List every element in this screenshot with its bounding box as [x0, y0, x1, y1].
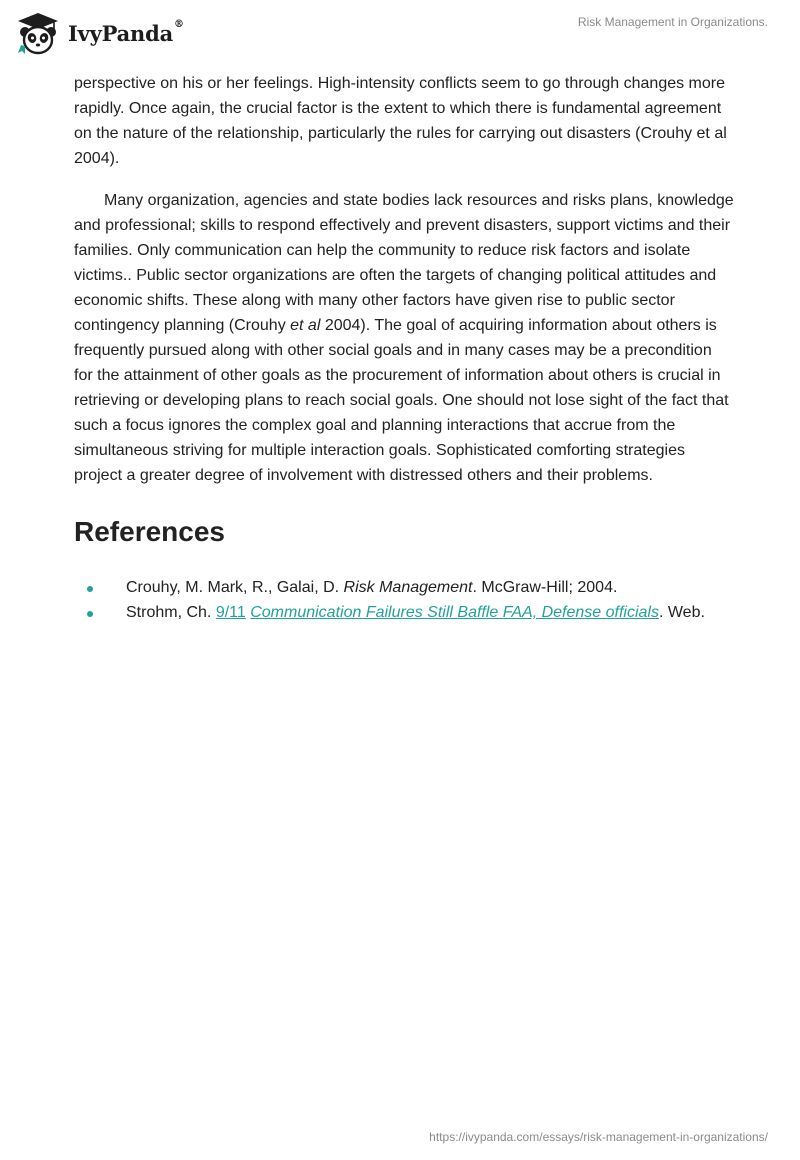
brand-name: IvyPanda®	[68, 18, 184, 46]
emphasis-et-al: et al	[290, 317, 321, 334]
reference-item: Crouhy, M. Mark, R., Galai, D. Risk Management. McGraw-Hill; 2004.	[74, 575, 734, 600]
references-list	[74, 575, 734, 625]
reference-link-911[interactable]: 9/11	[215, 604, 246, 621]
paragraph-public-sector: Many organization, agencies and state bodies lack resources and risks plans, knowledge and professional; skills to respond effectively and prevent disasters, support victims and their families. Only communication can help the community to reduce risk factors and isolate victims.. Public sector organizations are often the targets of changing political attitudes and economic shifts. These along with many other factors have given rise to public sector contingency planning (Crouhy et al 2004). The goal of acquiring information about others is frequently pursued along with other social goals and in many cases may be a precondition for the attainment of other goals as the procurement of information about others is crucial in retrieving or developing plans to reach social goals. One should not lose sight of the fact that such a focus ignores the complex goal and planning interactions that accrue from the simultaneous striving for multiple interaction goals. Sophisticated comforting strategies project a greater degree of involvement with distressed others and their problems.	[74, 192, 734, 484]
registered-mark: ®	[174, 18, 184, 30]
reference-title: Risk Management	[343, 579, 473, 596]
document-title: Risk Management in Organizations.	[577, 15, 768, 29]
paragraph-continued: perspective on his or her feelings. High-intensity conflicts seem to go through changes more rapidly. Once again, the crucial factor is the extent to which there is fundamental agreement on the nature of the relationship, particularly the rules for carrying out disasters (Crouhy et al 2004).	[74, 75, 727, 167]
panda-graduate-logo-icon	[14, 9, 62, 57]
page-header	[0, 0, 800, 66]
bullet-dot-icon	[87, 611, 93, 617]
reference-link-article[interactable]: Communication Failures Still Baffle FAA, Defense officials	[250, 604, 659, 621]
references-heading: References	[74, 516, 225, 547]
source-url[interactable]: https://ivypanda.com/essays/risk-management-in-organizations/	[429, 1130, 768, 1144]
reference-item: Strohm, Ch. 9/11 Communication Failures Still Baffle FAA, Defense officials. Web.	[74, 600, 734, 625]
essay-content	[74, 71, 734, 625]
bullet-dot-icon	[87, 586, 93, 592]
brand-logo[interactable]	[14, 9, 184, 57]
